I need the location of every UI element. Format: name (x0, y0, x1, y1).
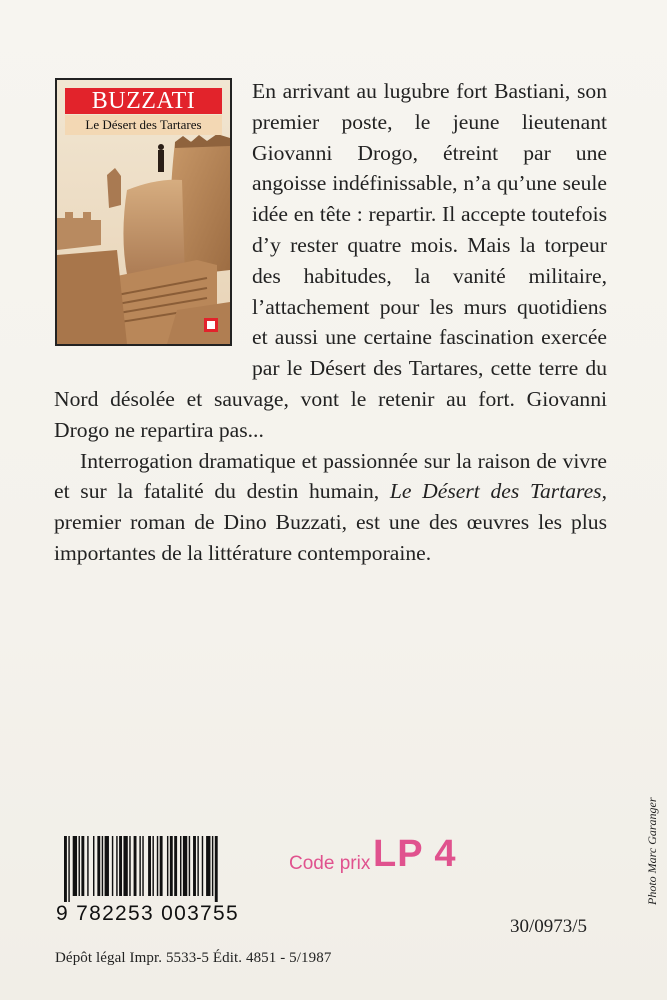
barcode-bar (64, 836, 67, 902)
barcode-bar (152, 836, 153, 896)
barcode-bar (73, 836, 77, 896)
barcode-bar (215, 836, 218, 902)
barcode-bar (123, 836, 127, 896)
legal-deposit-line: Dépôt légal Impr. 5533-5 Édit. 4851 - 5/1987 (55, 950, 332, 966)
blurb-paragraph-2 (54, 446, 607, 569)
barcode-bar (97, 836, 100, 896)
barcode-bar (119, 836, 122, 896)
cover-title: Le Désert des Tartares (65, 115, 222, 135)
barcode-bar (193, 836, 196, 896)
blurb-paragraph-2-end: , premier roman de Dino Buzzati, est une des œuvres les plus importantes de la littérature contemporaine. (54, 479, 607, 565)
barcode-bar (180, 836, 181, 896)
barcode-bar (112, 836, 113, 896)
book-title-italic: Le Désert des Tartares (389, 479, 602, 504)
barcode-bar (202, 836, 203, 896)
blurb-paragraph-2-start: Interrogation dramatique et passionnée sur la raison de vivre et sur la fatalité du destin humain, (54, 448, 607, 504)
barcode-bar (139, 836, 140, 896)
price-code-value: LP 4 (373, 833, 457, 875)
barcode-bar (68, 836, 69, 902)
blurb-paragraph-1: En arrivant au lugubre fort Bastiani, son premier poste, le jeune lieutenant Giovanni Drogo, étreint par une angoisse indéfinissable, n’a qu’une seule idée en tête : repartir. Il accepte toutefois d’y rester quatre mois. Mais la torpeur des habitudes, la vanité militaire, l’attachement pour les murs quotidiens et aussi une certaine fascination exercée par le Désert des Tartares, cette terre du Nord désolée et sauvage, vont le retenir au fort. Giovanni Drogo ne repartira pas... (54, 79, 607, 442)
barcode-bar (189, 836, 190, 896)
barcode-bar (170, 836, 173, 896)
barcode-bar (142, 836, 143, 896)
barcode-bar (183, 836, 187, 896)
photo-credit: Photo Marc Garanger (645, 797, 659, 905)
barcode-bar (129, 836, 130, 896)
barcode-bar (102, 836, 103, 896)
barcode-number: 9 782253 003755 (56, 902, 239, 925)
barcode-bar (197, 836, 198, 896)
thumbnail-spacer (54, 76, 252, 354)
barcode-bar (212, 836, 213, 896)
barcode-bar (105, 836, 109, 896)
barcode-bar (81, 836, 84, 896)
barcode-bar (157, 836, 158, 896)
blurb (54, 76, 607, 569)
price-code-label: Code prix (289, 853, 371, 874)
barcode-bar (87, 836, 88, 896)
cover-author: BUZZATI (65, 88, 222, 114)
barcode-bar (160, 836, 163, 896)
barcode-bar (93, 836, 94, 896)
barcode-bar (148, 836, 151, 896)
barcode-bar (79, 836, 80, 896)
barcode-bar (206, 836, 210, 896)
catalog-number: 30/0973/5 (510, 916, 588, 937)
barcode-bar (174, 836, 177, 896)
barcode-bar (116, 836, 117, 896)
barcode-bars (56, 836, 262, 902)
barcode (56, 836, 262, 932)
barcode-bar (134, 836, 137, 896)
barcode-bar (167, 836, 168, 896)
